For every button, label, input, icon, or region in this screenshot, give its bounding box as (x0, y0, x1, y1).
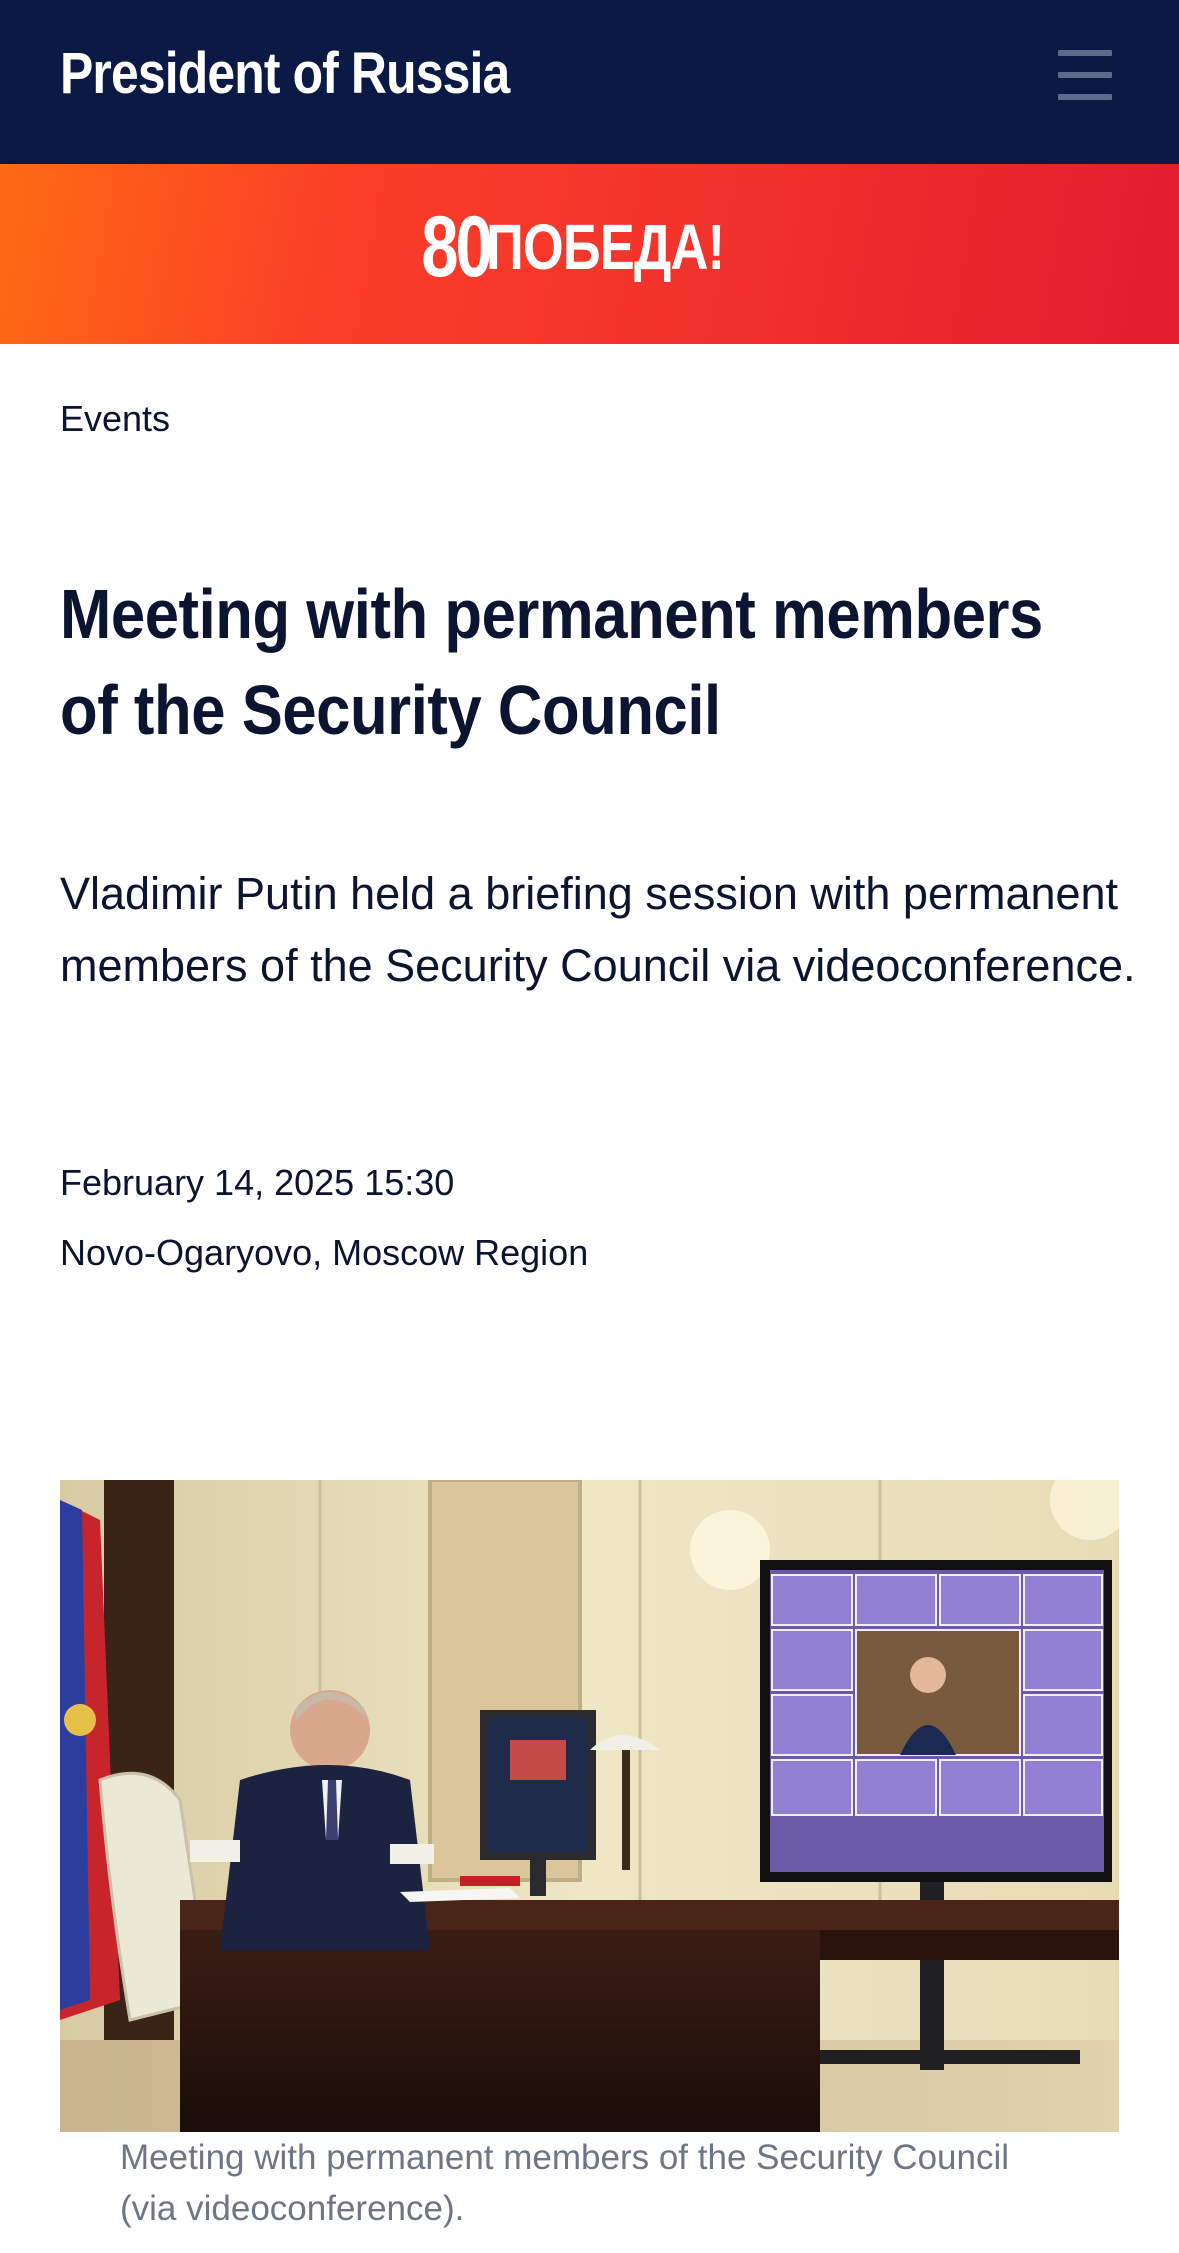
meeting-photo-illustration (60, 1480, 1119, 2132)
article-lead: Vladimir Putin held a briefing session with permanent members of the Security Council via videoconference. (60, 868, 1136, 991)
breadcrumb-events[interactable]: Events (60, 398, 171, 439)
banner-number: 80 (421, 199, 490, 295)
menu-button[interactable] (1040, 42, 1120, 114)
banner-word: ПОБЕДА! (486, 211, 725, 283)
article-date: February 14, 2025 15:30 (60, 1162, 455, 1203)
page-title-line: Meeting with permanent members (60, 575, 1043, 653)
article-photo[interactable] (60, 1480, 1119, 2132)
banner-logo (0, 199, 1179, 295)
page-title (60, 566, 1120, 758)
victory-80-banner[interactable] (0, 164, 1179, 344)
photo-caption: Meeting with permanent members of the Security Council (via videoconference). (120, 2138, 1010, 2228)
hamburger-menu-icon-bar (1058, 94, 1112, 100)
page-title-line: of the Security Council (60, 671, 721, 749)
hamburger-menu-icon-bar (1058, 72, 1112, 78)
site-title-link[interactable]: President of Russia (60, 41, 510, 106)
site-header (0, 0, 1179, 164)
hamburger-menu-icon (1058, 50, 1112, 56)
article-place: Novo-Ogaryovo, Moscow Region (60, 1232, 589, 1273)
